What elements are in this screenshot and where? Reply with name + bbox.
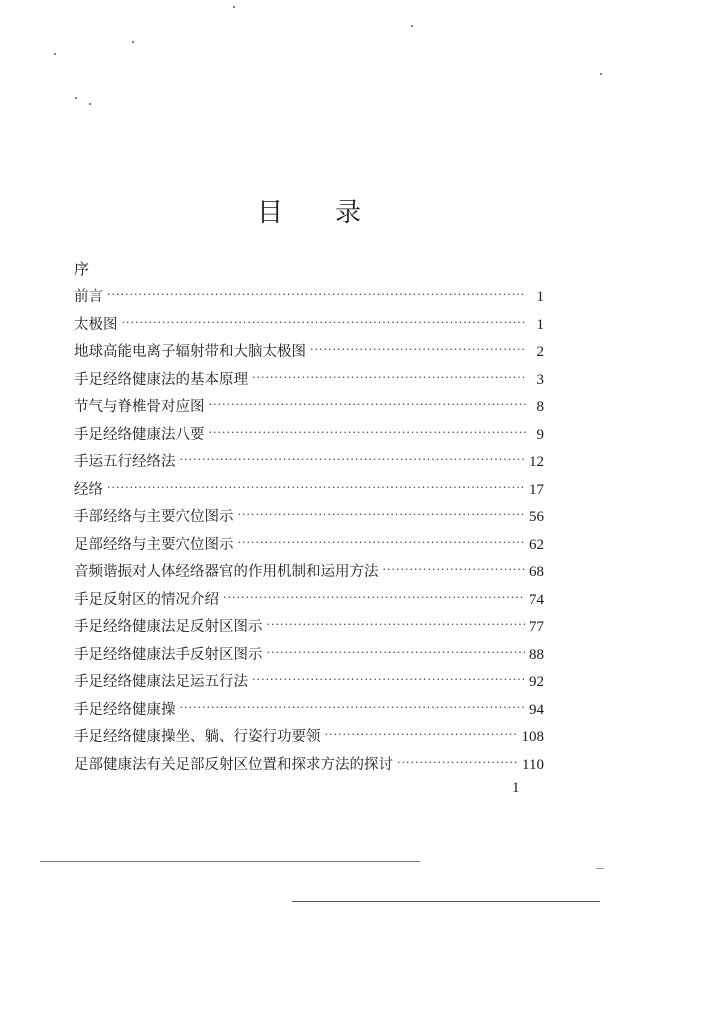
toc-entry[interactable] [74,423,544,451]
dot-leader [238,508,526,521]
title-char-1: 目 [257,198,286,228]
toc-entry[interactable] [74,395,544,423]
toc-entry[interactable] [74,643,544,671]
dot-leader [267,618,526,631]
toc-entry-page: 2 [536,344,544,360]
toc-entry[interactable] [74,698,544,726]
toc-entry-page: 17 [529,481,544,498]
toc-entry[interactable] [74,478,544,506]
scan-speck [600,73,602,75]
dot-leader [383,563,526,576]
scan-speck [233,6,235,8]
toc-entry-title: 手部经络与主要穴位图示 [74,509,234,525]
toc-entry-page: 12 [529,454,544,470]
dot-leader [397,756,518,769]
toc-entry[interactable] [74,588,544,616]
toc-entry[interactable] [74,285,544,313]
scan-speck [89,103,91,105]
toc-entry[interactable] [74,560,544,588]
table-of-contents [74,285,544,780]
toc-entry[interactable] [74,725,544,753]
toc-entry-title: 地球高能电离子辐射带和大脑太极图 [74,344,306,360]
scan-line [596,868,604,869]
toc-entry-title: 音频谐振对人体经络器官的作用机制和运用方法 [74,564,379,580]
toc-entry-title: 前言 [74,289,103,305]
toc-entry[interactable] [74,340,544,368]
scan-speck [132,41,134,43]
dot-leader [252,673,525,686]
dot-leader [325,728,518,741]
toc-entry-page: 68 [529,564,544,580]
toc-entry[interactable] [74,753,544,781]
toc-entry-page: 1 [536,316,544,333]
dot-leader [180,453,526,466]
toc-entry-title: 节气与脊椎骨对应图 [74,399,205,415]
toc-entry-page: 74 [529,591,544,608]
toc-entry-title: 手足经络健康操 [74,701,176,718]
toc-entry-title: 手足经络健康法足反射区图示 [74,619,263,635]
toc-entry[interactable] [74,450,544,478]
toc-entry[interactable] [74,533,544,561]
dot-leader [107,481,525,494]
toc-entry-title: 手足反射区的情况介绍 [74,591,219,608]
dot-leader [107,288,526,301]
toc-entry-page: 62 [529,536,544,553]
title-char-2: 录 [335,198,364,228]
dot-leader [223,591,525,604]
toc-entry[interactable] [74,670,544,698]
toc-entry-title: 经络 [74,481,103,498]
toc-entry[interactable] [74,505,544,533]
dot-leader [252,371,526,384]
toc-entry-page: 94 [529,701,544,718]
scan-speck [54,53,56,55]
toc-entry-title: 太极图 [74,316,118,333]
page-number: 1 [512,780,520,796]
scan-line [40,861,420,862]
toc-entry-title: 手足经络健康法手反射区图示 [74,646,263,663]
toc-entry-page: 56 [529,509,544,525]
scan-speck [411,25,413,27]
toc-entry-title: 手足经络健康操坐、躺、行姿行功要领 [74,729,321,745]
dot-leader [238,536,526,549]
toc-entry-title: 手足经络健康法的基本原理 [74,371,248,388]
toc-entry-page: 108 [521,729,544,745]
toc-entry-page: 9 [536,426,544,443]
toc-entry-page: 8 [536,399,544,415]
toc-entry-page: 88 [529,646,544,663]
toc-entry[interactable] [74,313,544,341]
scan-speck [75,97,77,99]
toc-entry-page: 3 [536,371,544,388]
dot-leader [180,701,526,714]
toc-entry-page: 77 [529,619,544,635]
toc-entry[interactable] [74,615,544,643]
dot-leader [310,343,526,356]
footer-rule [292,901,600,902]
preface-entry[interactable]: 序 [74,260,90,278]
toc-entry-page: 110 [522,756,544,773]
dot-leader [267,646,526,659]
dot-leader [209,426,527,439]
toc-entry-title: 足部健康法有关足部反射区位置和探求方法的探讨 [74,756,393,773]
toc-entry-title: 手足经络健康法八要 [74,426,205,443]
toc-entry-page: 92 [529,674,544,690]
dot-leader [209,398,527,411]
toc-entry[interactable] [74,368,544,396]
toc-entry-page: 1 [536,289,544,305]
dot-leader [122,316,527,329]
toc-entry-title: 手足经络健康法足运五行法 [74,674,248,690]
toc-entry-title: 足部经络与主要穴位图示 [74,536,234,553]
toc-entry-title: 手运五行经络法 [74,454,176,470]
